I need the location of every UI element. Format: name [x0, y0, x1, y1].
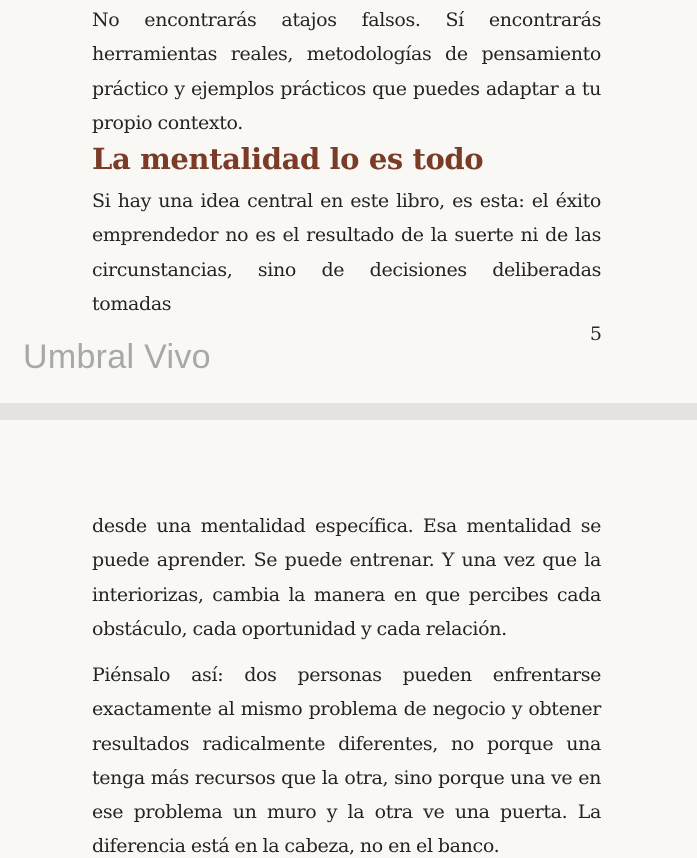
page-separator — [0, 403, 697, 420]
section-heading: La mentalidad lo es todo — [92, 142, 484, 176]
book-page-bottom — [0, 420, 697, 858]
paragraph-two: Piénsalo así: dos personas pueden enfrentarse exactamente al mismo problema de negocio y obtener resultados radicalmente diferentes, no porque una tenga más recursos que la otra, sino porque una ve en ese problema un muro y la otra ve una puerta. La diferencia está en la cabeza, no en el banco. — [92, 664, 601, 858]
page-number: 5 — [589, 323, 602, 345]
paragraph-continuation: desde una mentalidad específica. Esa mentalidad se puede aprender. Se puede entrenar. Y una vez que la interiorizas, cambia la manera en que percibes cada obstáculo, cada oportunidad y cada relación. — [92, 515, 601, 640]
paragraph-start: Si hay una idea central en este libro, es esta: el éxito emprendedor no es el resultado de la suerte ni de las circunstancias, sino de decisiones deliberadas tomadas — [92, 190, 601, 315]
intro-paragraph: No encontrarás atajos falsos. Sí encontrarás herramientas reales, metodologías de pensamiento práctico y ejemplos prácticos que puedes adaptar a tu propio contexto. — [92, 9, 601, 134]
watermark-logo: Umbral Vivo — [23, 338, 211, 376]
book-page-top — [0, 0, 697, 403]
